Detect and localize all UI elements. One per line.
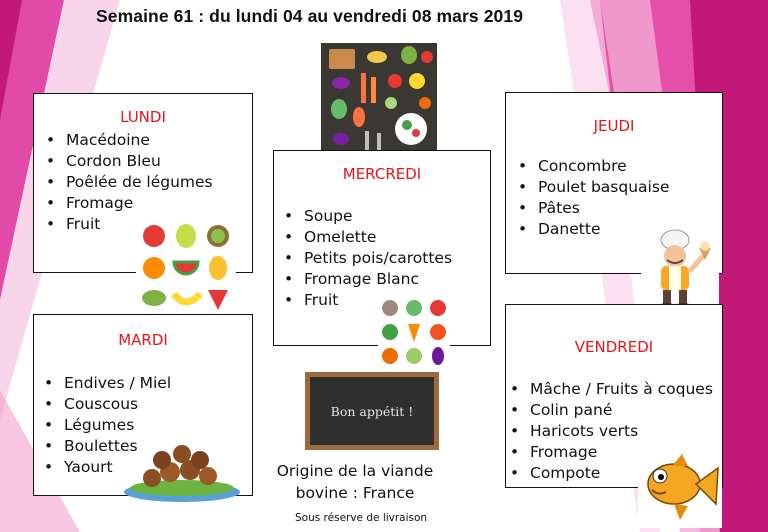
menu-item: • Fruit [44, 214, 213, 235]
menu-item: • Pâtes [516, 198, 669, 219]
menu-item: • Endives / Miel [42, 373, 171, 394]
menu-item: • Boulettes [42, 436, 171, 457]
menu-item: • Fromage [44, 193, 213, 214]
menu-item: • Petits pois/carottes [282, 248, 452, 269]
menu-item: • Fromage [508, 442, 713, 463]
menu-item: • Danette [516, 219, 669, 240]
page-title: Semaine 61 : du lundi 04 au vendredi 08 mars 2019 [96, 6, 524, 26]
menu-item: • Mâche / Fruits à coques [508, 379, 713, 400]
delivery-disclaimer: Sous réserve de livraison [295, 512, 428, 524]
vegetables-illustration [321, 43, 437, 159]
menu-item: • Cordon Bleu [44, 151, 213, 172]
menu-item: • Haricots verts [508, 421, 713, 442]
fish-illustration [638, 446, 722, 528]
menu-item: • Yaourt [42, 457, 171, 478]
chalkboard-text: Bon appétit ! [330, 403, 414, 419]
origin-line-2: bovine : France [295, 484, 415, 502]
day-title-friday: VENDREDI [574, 338, 654, 356]
day-title-monday: LUNDI [120, 108, 166, 126]
menu-item: • Poulet basquaise [516, 177, 669, 198]
vegetable-characters-illustration [378, 296, 450, 368]
menu-item: • Légumes [42, 415, 171, 436]
day-title-wednesday: MERCREDI [342, 165, 422, 183]
menu-item: • Compote [508, 463, 713, 484]
chef-illustration [641, 226, 719, 312]
menu-item: • Soupe [282, 206, 452, 227]
menu-item: • Fruit [282, 290, 452, 311]
origin-line-1: Origine de la viande [276, 462, 434, 480]
fruits-illustration [136, 218, 236, 314]
day-title-thursday: JEUDI [593, 117, 635, 135]
chalkboard [305, 372, 439, 450]
menu-item: • Fromage Blanc [282, 269, 452, 290]
meat-origin-note [270, 460, 440, 504]
menu-item: • Macédoine [44, 130, 213, 151]
menu-item: • Colin pané [508, 400, 713, 421]
menu-item: • Concombre [516, 156, 669, 177]
day-title-tuesday: MARDI [118, 331, 168, 349]
menu-item: • Omelette [282, 227, 452, 248]
menu-item: • Couscous [42, 394, 171, 415]
menu-item: • Poêlée de légumes [44, 172, 213, 193]
meatballs-illustration [122, 442, 242, 504]
